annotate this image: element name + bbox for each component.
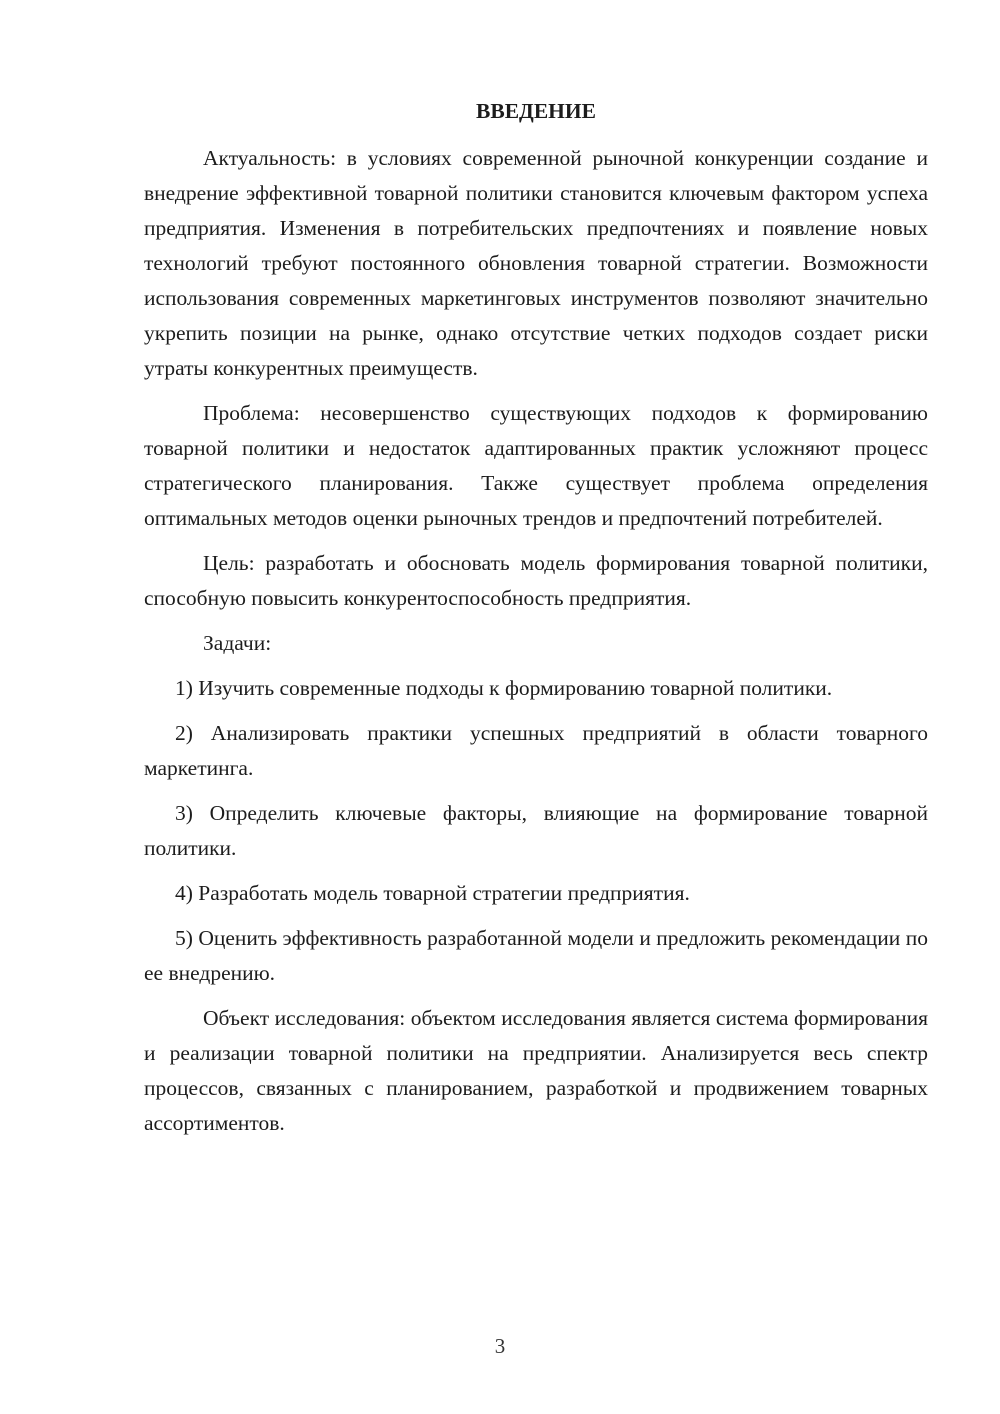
goal-paragraph: Цель: разработать и обосновать модель формирования товарной политики, способную повысить конкурентоспособность предприятия.: [144, 551, 928, 610]
task-item: 1) Изучить современные подходы к формированию товарной политики.: [175, 676, 833, 700]
tasks-label: Задачи:: [203, 631, 272, 655]
document-page: [144, 94, 928, 1151]
task-item: 4) Разработать модель товарной стратегии предприятия.: [175, 881, 690, 905]
task-item: 5) Оценить эффективность разработанной модели и предложить рекомендации по ее внедрению.: [144, 926, 928, 985]
object-paragraph: Объект исследования: объектом исследования является система формирования и реализации товарной политики на предприятии. Анализируется весь спектр процессов, связанных с планированием, разработкой и продвижением товарных ассортиментов.: [144, 1006, 928, 1135]
task-item: 3) Определить ключевые факторы, влияющие на формирование товарной политики.: [144, 801, 928, 860]
problem-paragraph: Проблема: несовершенство существующих подходов к формированию товарной политики и недостаток адаптированных практик усложняют процесс стратегического планирования. Также существует проблема определения оптимальных методов оценки рыночных трендов и предпочтений потребителей.: [144, 401, 928, 530]
task-item: 2) Анализировать практики успешных предприятий в области товарного маркетинга.: [144, 721, 928, 780]
section-heading: ВВЕДЕНИЕ: [476, 99, 596, 123]
relevance-paragraph: Актуальность: в условиях современной рыночной конкуренции создание и внедрение эффективной товарной политики становится ключевым фактором успеха предприятия. Изменения в потребительских предпочтениях и появление новых технологий требуют постоянного обновления товарной стратегии. Возможности использования современных маркетинговых инструментов позволяют значительно укрепить позиции на рынке, однако отсутствие четких подходов создает риски утраты конкурентных преимуществ.: [144, 146, 928, 380]
page-number: 3: [494, 1334, 506, 1358]
tasks-list: [144, 671, 928, 991]
